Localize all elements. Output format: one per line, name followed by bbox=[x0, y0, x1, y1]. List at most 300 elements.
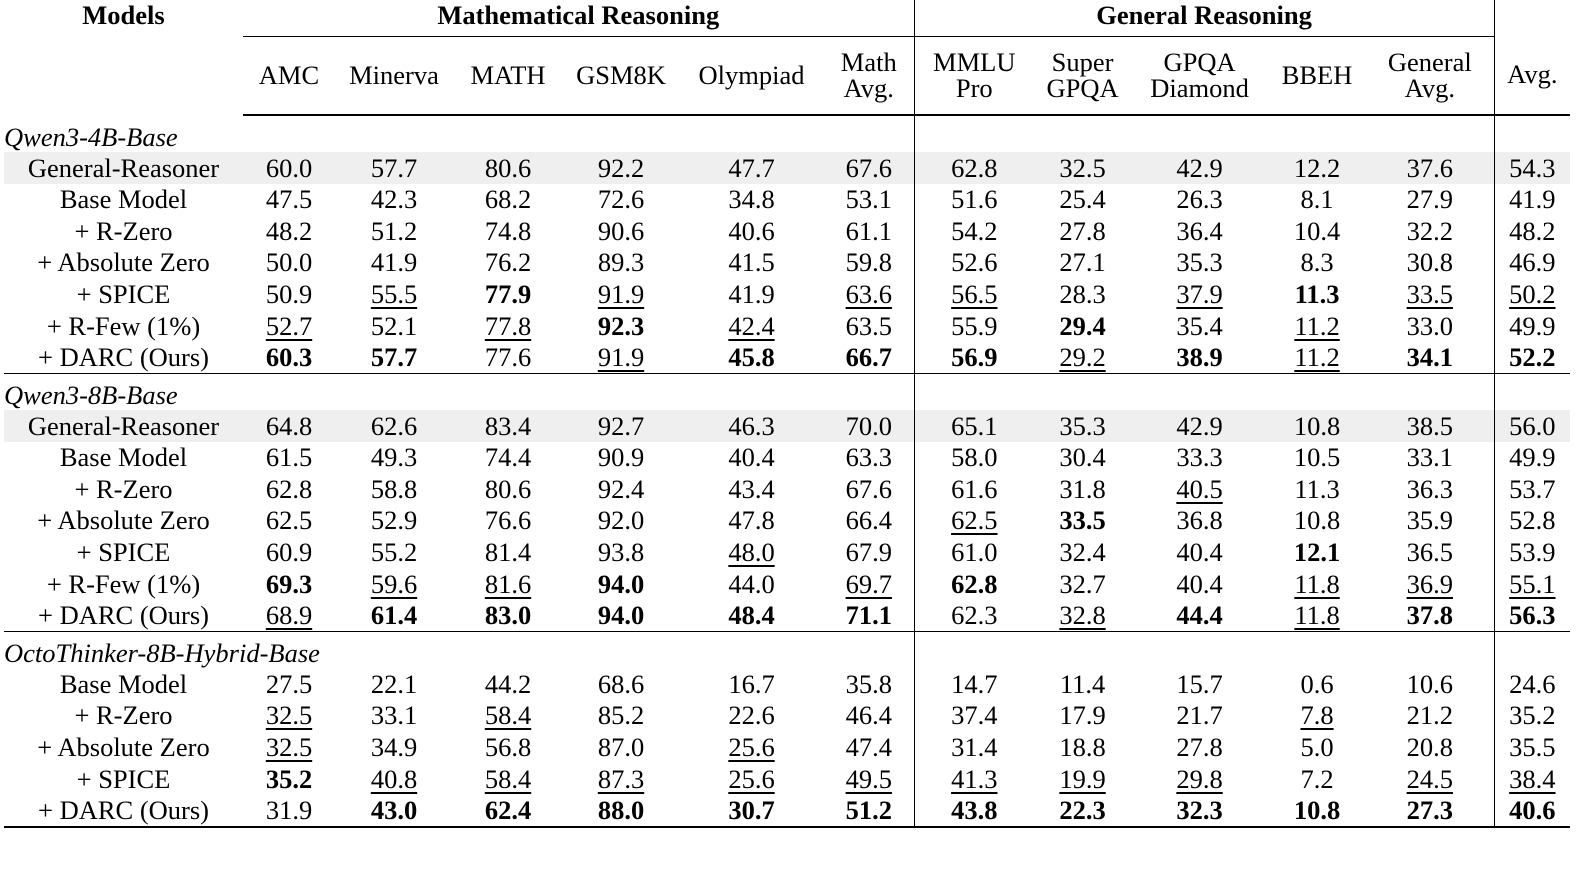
score-value: 38.5 bbox=[1406, 410, 1453, 441]
score-cell bbox=[243, 795, 335, 828]
score-value: 44.4 bbox=[1176, 600, 1223, 631]
score-cell bbox=[1131, 310, 1268, 342]
score-cell bbox=[335, 184, 453, 216]
score-value: 94.0 bbox=[597, 600, 645, 631]
section-spacer bbox=[914, 632, 1494, 669]
score-value: 66.7 bbox=[845, 342, 892, 373]
score-cell bbox=[335, 505, 453, 537]
score-value: 32.8 bbox=[1059, 600, 1106, 631]
score-cell bbox=[1131, 152, 1268, 184]
score-cell bbox=[1366, 342, 1494, 374]
score-cell bbox=[1131, 568, 1268, 600]
score-cell bbox=[824, 537, 914, 569]
score-value: 29.8 bbox=[1176, 763, 1223, 794]
score-value: 70.0 bbox=[845, 410, 892, 441]
score-cell bbox=[1366, 215, 1494, 247]
table-row bbox=[4, 342, 1570, 374]
section-spacer bbox=[1494, 115, 1570, 152]
column-header-line2: Pro bbox=[955, 72, 993, 103]
score-value: 58.0 bbox=[951, 442, 998, 473]
score-cell bbox=[1034, 600, 1131, 632]
column-header-line1: GSM8K bbox=[576, 59, 666, 90]
score-value: 51.2 bbox=[370, 215, 418, 246]
score-cell bbox=[1494, 278, 1570, 310]
score-cell bbox=[453, 568, 563, 600]
score-cell bbox=[1034, 215, 1131, 247]
section-title: Qwen3-8B-Base bbox=[4, 379, 178, 410]
score-cell bbox=[824, 215, 914, 247]
score-value: 32.5 bbox=[1059, 152, 1106, 183]
score-value: 68.2 bbox=[484, 184, 532, 215]
score-cell bbox=[1494, 215, 1570, 247]
score-cell bbox=[1131, 342, 1268, 374]
score-cell bbox=[1131, 505, 1268, 537]
score-cell bbox=[453, 668, 563, 700]
score-cell bbox=[1366, 732, 1494, 764]
score-value: 43.4 bbox=[728, 473, 775, 504]
score-cell bbox=[914, 568, 1034, 600]
score-value: 43.0 bbox=[370, 795, 418, 826]
score-cell bbox=[1366, 700, 1494, 732]
score-cell bbox=[1131, 278, 1268, 310]
score-value: 8.1 bbox=[1300, 184, 1334, 215]
score-value: 69.3 bbox=[265, 568, 313, 599]
score-cell bbox=[679, 668, 824, 700]
column-header-line2: Avg. bbox=[1404, 72, 1455, 103]
score-cell bbox=[453, 732, 563, 764]
score-value: 36.3 bbox=[1406, 473, 1453, 504]
score-cell bbox=[824, 795, 914, 828]
score-value: 44.0 bbox=[728, 568, 775, 599]
score-cell bbox=[335, 278, 453, 310]
score-value: 25.6 bbox=[728, 732, 775, 763]
model-name: + Absolute Zero bbox=[37, 732, 210, 763]
score-value: 80.6 bbox=[484, 152, 532, 183]
score-cell bbox=[1034, 537, 1131, 569]
score-cell bbox=[1268, 473, 1366, 505]
score-cell bbox=[1366, 568, 1494, 600]
table-row bbox=[4, 152, 1570, 184]
score-cell bbox=[335, 568, 453, 600]
score-cell bbox=[914, 278, 1034, 310]
score-value: 33.5 bbox=[1406, 278, 1453, 309]
table-row bbox=[4, 537, 1570, 569]
model-name: + R-Zero bbox=[74, 473, 173, 504]
score-cell bbox=[1131, 184, 1268, 216]
score-cell bbox=[453, 600, 563, 632]
score-value: 68.6 bbox=[597, 668, 645, 699]
section-title: Qwen3-4B-Base bbox=[4, 121, 178, 152]
column-header-line1: General bbox=[1387, 46, 1472, 77]
column-header-line1: Minerva bbox=[349, 59, 439, 90]
score-value: 29.4 bbox=[1059, 310, 1106, 341]
score-cell bbox=[1268, 732, 1366, 764]
score-cell bbox=[824, 442, 914, 474]
score-value: 44.2 bbox=[484, 668, 532, 699]
score-value: 12.1 bbox=[1293, 537, 1341, 568]
score-cell bbox=[453, 763, 563, 795]
score-cell bbox=[453, 473, 563, 505]
score-cell bbox=[1494, 342, 1570, 374]
score-value: 33.5 bbox=[1059, 505, 1106, 536]
avg-group-spacer bbox=[1494, 0, 1570, 37]
score-cell bbox=[1366, 763, 1494, 795]
score-cell bbox=[453, 278, 563, 310]
score-value: 11.3 bbox=[1294, 278, 1340, 309]
score-cell bbox=[1494, 732, 1570, 764]
score-cell bbox=[914, 700, 1034, 732]
score-cell bbox=[335, 473, 453, 505]
score-cell bbox=[914, 473, 1034, 505]
score-value: 16.7 bbox=[728, 668, 775, 699]
score-value: 35.2 bbox=[265, 763, 313, 794]
score-cell bbox=[243, 410, 335, 442]
score-value: 25.6 bbox=[728, 763, 775, 794]
model-name: General-Reasoner bbox=[4, 410, 243, 442]
score-cell bbox=[335, 342, 453, 374]
score-value: 8.3 bbox=[1300, 247, 1334, 278]
score-value: 58.4 bbox=[484, 700, 532, 731]
score-cell bbox=[563, 473, 679, 505]
score-cell bbox=[453, 442, 563, 474]
column-header bbox=[243, 37, 335, 116]
score-value: 52.1 bbox=[370, 310, 418, 341]
score-value: 85.2 bbox=[597, 700, 645, 731]
score-value: 56.9 bbox=[951, 342, 998, 373]
score-value: 55.9 bbox=[951, 310, 998, 341]
score-cell bbox=[914, 600, 1034, 632]
score-cell bbox=[563, 184, 679, 216]
score-cell bbox=[914, 215, 1034, 247]
score-value: 40.4 bbox=[728, 442, 775, 473]
score-value: 5.0 bbox=[1300, 732, 1334, 763]
score-cell bbox=[1268, 184, 1366, 216]
score-value: 25.4 bbox=[1059, 184, 1106, 215]
score-cell bbox=[824, 568, 914, 600]
score-cell bbox=[563, 505, 679, 537]
score-value: 32.4 bbox=[1059, 537, 1106, 568]
table-row bbox=[4, 700, 1570, 732]
score-cell bbox=[679, 442, 824, 474]
column-header-line1: Avg. bbox=[1507, 59, 1558, 90]
model-name: + R-Zero bbox=[74, 700, 173, 731]
score-cell bbox=[453, 152, 563, 184]
score-value: 52.7 bbox=[265, 310, 313, 341]
score-value: 69.7 bbox=[845, 568, 892, 599]
score-value: 32.5 bbox=[265, 732, 313, 763]
column-header-line2: Avg. bbox=[843, 72, 894, 103]
score-value: 34.9 bbox=[370, 732, 418, 763]
score-value: 51.6 bbox=[951, 184, 998, 215]
score-cell bbox=[1268, 342, 1366, 374]
score-value: 11.4 bbox=[1059, 668, 1106, 699]
score-value: 35.3 bbox=[1176, 247, 1223, 278]
score-value: 65.1 bbox=[951, 410, 998, 441]
score-cell bbox=[1268, 442, 1366, 474]
score-cell bbox=[1366, 410, 1494, 442]
column-header-line1: MMLU bbox=[933, 46, 1016, 77]
column-header-line1: Super bbox=[1051, 46, 1114, 77]
table-row bbox=[4, 795, 1570, 828]
score-cell bbox=[1131, 600, 1268, 632]
score-cell bbox=[824, 342, 914, 374]
score-value: 22.3 bbox=[1059, 795, 1106, 826]
score-cell bbox=[1131, 215, 1268, 247]
score-value: 66.4 bbox=[845, 505, 892, 536]
score-cell bbox=[1268, 410, 1366, 442]
score-value: 58.8 bbox=[370, 473, 418, 504]
model-name: + SPICE bbox=[76, 763, 171, 794]
score-cell bbox=[1268, 700, 1366, 732]
score-value: 41.5 bbox=[728, 247, 775, 278]
table-row bbox=[4, 247, 1570, 279]
score-cell bbox=[1366, 537, 1494, 569]
score-cell bbox=[679, 278, 824, 310]
column-header-line1: GPQA bbox=[1163, 46, 1236, 77]
score-cell bbox=[679, 184, 824, 216]
score-cell bbox=[1366, 600, 1494, 632]
score-cell bbox=[453, 184, 563, 216]
score-cell bbox=[243, 473, 335, 505]
score-cell bbox=[453, 505, 563, 537]
score-value: 42.9 bbox=[1176, 410, 1223, 441]
score-value: 46.9 bbox=[1509, 247, 1556, 278]
score-cell bbox=[243, 600, 335, 632]
score-value: 10.6 bbox=[1406, 668, 1453, 699]
score-cell bbox=[335, 410, 453, 442]
score-cell bbox=[1366, 505, 1494, 537]
score-cell bbox=[453, 410, 563, 442]
score-cell bbox=[1131, 410, 1268, 442]
score-value: 55.5 bbox=[370, 278, 418, 309]
score-cell bbox=[824, 184, 914, 216]
score-value: 48.2 bbox=[1509, 215, 1556, 246]
score-cell bbox=[679, 310, 824, 342]
table-row bbox=[4, 310, 1570, 342]
model-name: + DARC (Ours) bbox=[4, 342, 243, 374]
score-cell bbox=[335, 795, 453, 828]
score-cell bbox=[563, 700, 679, 732]
score-value: 74.8 bbox=[484, 215, 532, 246]
score-value: 90.6 bbox=[597, 215, 645, 246]
score-value: 20.8 bbox=[1406, 732, 1453, 763]
score-value: 62.6 bbox=[370, 410, 418, 441]
score-cell bbox=[914, 763, 1034, 795]
score-value: 41.3 bbox=[951, 763, 998, 794]
score-cell bbox=[1366, 795, 1494, 828]
score-value: 35.9 bbox=[1406, 505, 1453, 536]
column-header-line1: Olympiad bbox=[698, 59, 805, 90]
section-spacer bbox=[1494, 374, 1570, 411]
score-cell bbox=[335, 310, 453, 342]
score-value: 27.3 bbox=[1406, 795, 1453, 826]
score-cell bbox=[335, 442, 453, 474]
score-cell bbox=[243, 505, 335, 537]
score-cell bbox=[453, 795, 563, 828]
general-reasoning-group-header: General Reasoning bbox=[914, 0, 1494, 37]
score-cell bbox=[1034, 505, 1131, 537]
score-cell bbox=[563, 795, 679, 828]
score-value: 80.6 bbox=[484, 473, 532, 504]
score-cell bbox=[1494, 700, 1570, 732]
score-cell bbox=[1494, 410, 1570, 442]
score-value: 45.8 bbox=[728, 342, 775, 373]
score-cell bbox=[824, 473, 914, 505]
column-header bbox=[1494, 37, 1570, 116]
score-cell bbox=[914, 184, 1034, 216]
column-header-line1: Math bbox=[840, 46, 897, 77]
score-cell bbox=[563, 537, 679, 569]
score-value: 22.1 bbox=[370, 668, 418, 699]
score-cell bbox=[1494, 568, 1570, 600]
section-spacer bbox=[1494, 632, 1570, 669]
score-cell bbox=[1494, 600, 1570, 632]
score-value: 91.9 bbox=[597, 278, 645, 309]
score-value: 49.5 bbox=[845, 763, 892, 794]
score-value: 63.6 bbox=[845, 278, 892, 309]
score-value: 68.9 bbox=[265, 600, 313, 631]
score-value: 31.4 bbox=[951, 732, 998, 763]
score-value: 62.3 bbox=[951, 600, 998, 631]
section-header-row bbox=[4, 632, 1570, 669]
score-cell bbox=[243, 247, 335, 279]
table-row bbox=[4, 668, 1570, 700]
score-value: 35.3 bbox=[1059, 410, 1106, 441]
score-cell bbox=[1034, 184, 1131, 216]
score-value: 59.8 bbox=[845, 247, 892, 278]
score-value: 42.9 bbox=[1176, 152, 1223, 183]
score-value: 37.8 bbox=[1406, 600, 1453, 631]
score-cell bbox=[335, 763, 453, 795]
score-value: 83.4 bbox=[484, 410, 532, 441]
score-cell bbox=[824, 700, 914, 732]
score-value: 63.3 bbox=[845, 442, 892, 473]
score-value: 92.0 bbox=[597, 505, 645, 536]
score-value: 51.2 bbox=[845, 795, 892, 826]
score-value: 76.6 bbox=[484, 505, 532, 536]
column-header bbox=[1366, 37, 1494, 116]
model-name: Base Model bbox=[59, 668, 188, 699]
score-value: 92.7 bbox=[597, 410, 645, 441]
model-name: + Absolute Zero bbox=[37, 505, 210, 536]
score-value: 37.9 bbox=[1176, 278, 1223, 309]
score-value: 26.3 bbox=[1176, 184, 1223, 215]
column-header bbox=[563, 37, 679, 116]
score-cell bbox=[1034, 278, 1131, 310]
score-value: 31.8 bbox=[1059, 473, 1106, 504]
score-cell bbox=[824, 278, 914, 310]
score-cell bbox=[1494, 668, 1570, 700]
column-header-line1: MATH bbox=[470, 59, 546, 90]
score-cell bbox=[824, 410, 914, 442]
score-value: 92.2 bbox=[597, 152, 645, 183]
score-value: 60.0 bbox=[265, 152, 313, 183]
score-cell bbox=[453, 342, 563, 374]
score-value: 61.1 bbox=[845, 215, 892, 246]
score-value: 53.9 bbox=[1509, 537, 1556, 568]
model-name: + Absolute Zero bbox=[37, 247, 210, 278]
score-cell bbox=[679, 342, 824, 374]
score-value: 71.1 bbox=[845, 600, 892, 631]
score-value: 55.1 bbox=[1509, 568, 1556, 599]
score-value: 48.0 bbox=[728, 537, 775, 568]
column-header bbox=[335, 37, 453, 116]
score-cell bbox=[335, 247, 453, 279]
score-cell bbox=[914, 668, 1034, 700]
table-row bbox=[4, 505, 1570, 537]
score-cell bbox=[563, 310, 679, 342]
score-value: 37.6 bbox=[1406, 152, 1453, 183]
score-value: 62.8 bbox=[951, 152, 998, 183]
score-value: 64.8 bbox=[265, 410, 313, 441]
column-header bbox=[1131, 37, 1268, 116]
score-cell bbox=[335, 152, 453, 184]
model-name: + R-Few (1%) bbox=[46, 568, 201, 599]
score-cell bbox=[679, 410, 824, 442]
score-cell bbox=[335, 668, 453, 700]
section-spacer bbox=[914, 374, 1494, 411]
score-cell bbox=[679, 537, 824, 569]
score-cell bbox=[563, 442, 679, 474]
score-value: 56.8 bbox=[484, 732, 532, 763]
score-cell bbox=[1494, 310, 1570, 342]
score-value: 41.9 bbox=[728, 278, 775, 309]
score-value: 35.5 bbox=[1509, 732, 1556, 763]
score-cell bbox=[824, 600, 914, 632]
score-value: 47.7 bbox=[728, 152, 775, 183]
score-cell bbox=[1494, 505, 1570, 537]
score-value: 47.5 bbox=[265, 184, 313, 215]
section-title: OctoThinker-8B-Hybrid-Base bbox=[4, 637, 320, 668]
score-value: 87.3 bbox=[597, 763, 645, 794]
score-cell bbox=[824, 732, 914, 764]
score-value: 49.9 bbox=[1509, 442, 1556, 473]
score-value: 56.5 bbox=[951, 278, 998, 309]
score-cell bbox=[243, 537, 335, 569]
score-cell bbox=[1494, 473, 1570, 505]
score-value: 11.2 bbox=[1294, 342, 1340, 373]
score-value: 87.0 bbox=[597, 732, 645, 763]
score-cell bbox=[1268, 668, 1366, 700]
score-cell bbox=[1034, 342, 1131, 374]
score-value: 83.0 bbox=[484, 600, 532, 631]
score-cell bbox=[1268, 310, 1366, 342]
score-cell bbox=[1034, 763, 1131, 795]
score-value: 11.8 bbox=[1294, 600, 1340, 631]
score-cell bbox=[824, 505, 914, 537]
column-header bbox=[679, 37, 824, 116]
score-cell bbox=[679, 152, 824, 184]
score-value: 10.4 bbox=[1293, 215, 1341, 246]
score-value: 40.4 bbox=[1176, 537, 1223, 568]
score-cell bbox=[679, 247, 824, 279]
score-value: 62.5 bbox=[265, 505, 313, 536]
score-value: 77.9 bbox=[484, 278, 532, 309]
score-cell bbox=[914, 410, 1034, 442]
score-value: 50.9 bbox=[265, 278, 313, 309]
score-cell bbox=[679, 473, 824, 505]
table-row bbox=[4, 600, 1570, 632]
score-value: 53.7 bbox=[1509, 473, 1556, 504]
score-cell bbox=[1131, 795, 1268, 828]
score-value: 50.2 bbox=[1509, 278, 1556, 309]
score-value: 40.5 bbox=[1176, 473, 1223, 504]
score-cell bbox=[243, 342, 335, 374]
score-value: 58.4 bbox=[484, 763, 532, 794]
score-value: 34.8 bbox=[728, 184, 775, 215]
score-value: 35.4 bbox=[1176, 310, 1223, 341]
score-value: 40.4 bbox=[1176, 568, 1223, 599]
